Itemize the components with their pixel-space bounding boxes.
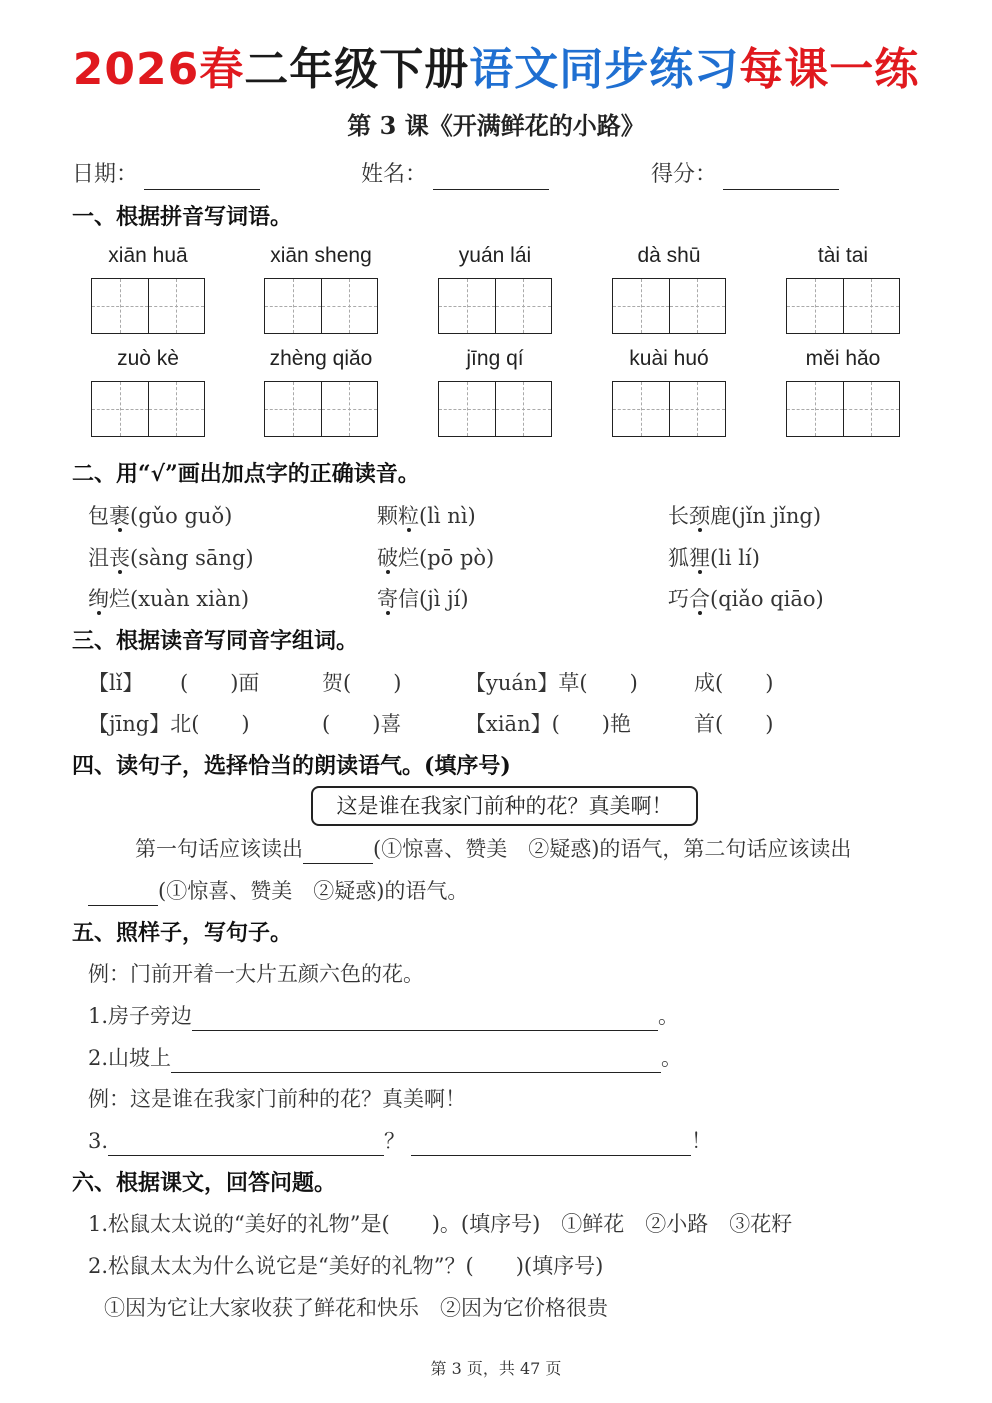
answer-blank[interactable] [88,883,158,906]
quote-box: 这是谁在我家门前种的花？真美啊！ [311,786,698,826]
homophone-blank[interactable]: 【xiān】( )艳 [465,712,631,736]
pronunciation-item[interactable]: 包裹(gǔo guǒ) [88,504,233,528]
title-part-year: 2026春 [72,44,245,95]
pronunciation-item[interactable]: 破烂(pō pò) [377,546,495,570]
section-2-title: 二、用“√”画出加点字的正确读音。 [72,461,420,487]
homophone-blank[interactable]: ( )喜 [322,712,402,736]
character-box[interactable] [612,381,726,437]
score-field[interactable] [651,160,839,190]
pronunciation-item[interactable]: 沮丧(sàng sāng) [88,546,254,570]
pinyin-label: zhèng qiǎo [269,347,373,370]
answer-line[interactable] [411,1133,691,1156]
date-field[interactable] [72,160,260,190]
answer-line[interactable] [108,1133,384,1156]
pronunciation-item[interactable]: 巧合(qiǎo qiāo) [668,587,824,611]
character-box[interactable] [91,381,205,437]
tone-question-line-2: (①惊喜、赞美 ②疑惑)的语气。 [88,876,468,906]
character-box[interactable] [264,278,378,334]
reading-question-2-options: ①因为它让大家收获了鲜花和快乐 ②因为它价格很贵 [104,1296,608,1320]
homophone-blank[interactable]: 【jīng】北( ) [88,712,250,736]
answer-line[interactable] [192,1008,658,1031]
pinyin-label: měi hǎo [805,347,881,370]
homophone-prompt: 【lǐ】 [88,671,144,695]
title-part-subject: 语文同步练习 [469,44,740,95]
name-field[interactable] [361,160,549,190]
sentence-question-3: 3. ？ ！ [88,1126,712,1156]
answer-blank[interactable] [303,841,373,864]
section-3-title: 三、根据读音写同音字组词。 [72,628,359,654]
pinyin-label: yuán lái [458,244,532,267]
homophone-blank[interactable]: 成( ) [694,671,774,695]
reading-question-1[interactable]: 1.松鼠太太说的“美好的礼物”是( )。(填序号) ①鲜花 ②小路 ③花籽 [88,1212,793,1236]
page-title [0,40,992,100]
homophone-blank[interactable]: 首( ) [694,712,774,736]
title-part-grade: 二年级下册 [244,44,470,95]
pronunciation-item[interactable]: 绚烂(xuàn xiàn) [88,587,250,611]
pronunciation-item[interactable]: 颗粒(lì nì) [377,504,476,528]
pinyin-label: xiān sheng [270,244,372,267]
reading-question-2[interactable]: 2.松鼠太太为什么说它是“美好的礼物”？( )(填序号) [88,1254,604,1278]
section-4-title: 四、读句子，选择恰当的朗读语气。(填序号) [72,753,511,779]
pronunciation-item[interactable]: 长颈鹿(jǐn jǐng) [668,504,822,528]
section-6-title: 六、根据课文，回答问题。 [72,1170,337,1196]
character-box[interactable] [786,278,900,334]
answer-line[interactable] [171,1050,661,1073]
score-label: 得分： [651,162,718,187]
example-sentence: 例：门前开着一大片五颜六色的花。 [88,962,424,986]
homophone-blank[interactable]: 【yuán】草( ) [465,671,638,695]
homophone-blank[interactable]: ( )面 [180,671,260,695]
character-box[interactable] [438,278,552,334]
pinyin-label: jīng qí [466,347,524,370]
pinyin-label: dà shū [637,244,701,267]
name-label: 姓名： [361,162,428,187]
example-sentence: 例：这是谁在我家门前种的花？真美啊！ [88,1087,466,1111]
page-number: 第 3 页，共 47 页 [430,1359,562,1378]
section-5-title: 五、照样子，写句子。 [72,920,293,946]
pinyin-label: kuài huó [629,347,709,370]
pinyin-label: zuò kè [117,347,179,370]
pinyin-label: tài tai [817,244,869,267]
lesson-subtitle: 第 3 课《开满鲜花的小路》 [347,111,645,140]
character-box[interactable] [91,278,205,334]
section-1-title: 一、根据拼音写词语。 [72,204,293,230]
homophone-blank[interactable]: 贺( ) [322,671,402,695]
pinyin-label: xiān huā [108,244,188,267]
character-box[interactable] [786,381,900,437]
sentence-question-2: 2.山坡上 。 [88,1043,682,1073]
tone-question-line-1: 第一句话应该读出 (①惊喜、赞美 ②疑惑)的语气，第二句话应该读出 [135,834,851,864]
character-box[interactable] [264,381,378,437]
pronunciation-item[interactable]: 狐狸(li lí) [668,546,760,570]
date-label: 日期： [72,162,139,187]
pronunciation-item[interactable]: 寄信(jì jí) [377,587,469,611]
sentence-question-1: 1.房子旁边 。 [88,1001,679,1031]
character-box[interactable] [612,278,726,334]
character-box[interactable] [438,381,552,437]
title-part-lesson: 每课一练 [739,44,920,95]
